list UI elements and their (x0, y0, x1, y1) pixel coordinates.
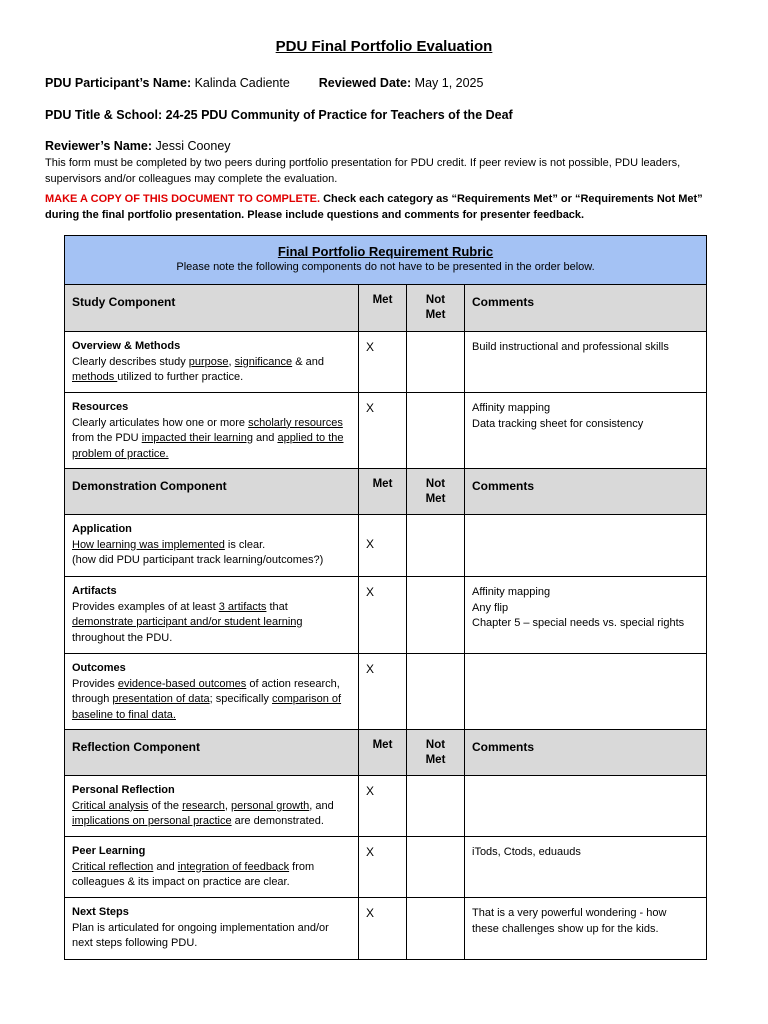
criterion-overview-methods: Overview & Methods Clearly describes study purpose, significance & and methods utilized to further practice. (65, 332, 359, 393)
section-row-demonstration (65, 469, 707, 515)
reviewer-name: Jessi Cooney (155, 139, 231, 153)
met-mark[interactable]: X (359, 898, 407, 960)
criterion-outcomes: Outcomes Provides evidence-based outcomes of action research, through presentation of data; specifically comparison of baseline to final data. (65, 654, 359, 730)
met-mark[interactable]: X (359, 393, 407, 469)
not-met-cell[interactable] (407, 654, 465, 730)
criterion-personal-reflection: Personal Reflection Critical analysis of the research, personal growth, and implications on personal practice are demonstrated. (65, 776, 359, 837)
instructions-copy-warning: MAKE A COPY OF THIS DOCUMENT TO COMPLETE. (45, 193, 321, 205)
comments-cell[interactable]: iTods, Ctods, eduauds (465, 837, 707, 898)
criterion-title: Application (72, 523, 132, 535)
section-row-reflection (65, 730, 707, 776)
rubric-subtitle: Please note the following components do not have to be presented in the order below. (176, 261, 595, 273)
section-row-study (65, 285, 707, 332)
table-row (65, 332, 707, 393)
criterion-application: Application How learning was implemented is clear. (how did PDU participant track learning/outcomes?) (65, 515, 359, 577)
met-column-header: Met (359, 285, 407, 332)
met-column-header: Met (359, 469, 407, 515)
not-met-column-header: Not Met (407, 285, 465, 332)
table-row (65, 837, 707, 898)
rubric-header-row (65, 236, 707, 285)
form-note: This form must be completed by two peers during portfolio presentation for PDU credit. If peer review is not possible, PDU leaders, supervisors and/or colleagues may complete the evaluation. (45, 157, 681, 185)
met-mark[interactable]: X (359, 515, 407, 577)
comments-cell[interactable]: Affinity mapping Data tracking sheet for consistency (465, 393, 707, 469)
table-row (65, 654, 707, 730)
reviewer-label: Reviewer’s Name: (45, 139, 153, 153)
comments-cell[interactable] (465, 515, 707, 577)
not-met-cell[interactable] (407, 393, 465, 469)
comments-cell[interactable]: Build instructional and professional skills (465, 332, 707, 393)
reviewer-line (45, 139, 231, 153)
met-mark[interactable]: X (359, 654, 407, 730)
table-row (65, 393, 707, 469)
met-mark[interactable]: X (359, 577, 407, 654)
criterion-title: Personal Reflection (72, 784, 175, 796)
not-met-column-header: Not Met (407, 469, 465, 515)
instructions-text: Check each category as “Requirements Met” or “Requirements Not Met” during the final portfolio presentation. Please include questions and comments for presenter feedback. (45, 193, 703, 221)
met-mark[interactable]: X (359, 776, 407, 837)
reviewed-date-label: Reviewed Date: (318, 76, 412, 90)
criterion-title: Overview & Methods (72, 340, 181, 352)
not-met-cell[interactable] (407, 515, 465, 577)
not-met-column-header: Not Met (407, 730, 465, 776)
section-name: Study Component (65, 285, 359, 332)
comments-cell[interactable] (465, 654, 707, 730)
met-mark[interactable]: X (359, 332, 407, 393)
comments-column-header: Comments (465, 469, 707, 515)
comments-column-header: Comments (465, 285, 707, 332)
criterion-resources: Resources Clearly articulates how one or more scholarly resources from the PDU impacted their learning and applied to the problem of practice. (65, 393, 359, 469)
page-title: PDU Final Portfolio Evaluation (275, 38, 493, 55)
not-met-cell[interactable] (407, 776, 465, 837)
met-column-header: Met (359, 730, 407, 776)
reviewed-date: May 1, 2025 (414, 76, 484, 90)
met-mark[interactable]: X (359, 837, 407, 898)
not-met-cell[interactable] (407, 577, 465, 654)
not-met-cell[interactable] (407, 332, 465, 393)
table-row (65, 577, 707, 654)
comments-cell[interactable]: That is a very powerful wondering - how these challenges show up for the kids. (465, 898, 707, 960)
not-met-cell[interactable] (407, 837, 465, 898)
participant-line (45, 76, 483, 90)
table-row (65, 898, 707, 960)
section-name: Reflection Component (65, 730, 359, 776)
criterion-title: Artifacts (72, 585, 117, 597)
participant-name: Kalinda Cadiente (194, 76, 290, 90)
rubric-header (65, 236, 707, 285)
criterion-peer-learning: Peer Learning Critical reflection and integration of feedback from colleagues & its impact on practice are clear. (65, 837, 359, 898)
criterion-title: Outcomes (72, 662, 126, 674)
comments-cell[interactable] (465, 776, 707, 837)
pdu-title-line (45, 108, 513, 122)
criterion-artifacts: Artifacts Provides examples of at least 3 artifacts that demonstrate participant and/or student learning throughout the PDU. (65, 577, 359, 654)
pdu-title-label: PDU Title & School: (45, 108, 163, 122)
table-row (65, 776, 707, 837)
rubric-table (64, 235, 707, 960)
not-met-cell[interactable] (407, 898, 465, 960)
criterion-next-steps: Next Steps Plan is articulated for ongoing implementation and/or next steps following PDU. (65, 898, 359, 960)
instructions (45, 192, 735, 223)
participant-label: PDU Participant’s Name: (45, 76, 192, 90)
rubric-title: Final Portfolio Requirement Rubric (277, 244, 494, 259)
criterion-title: Resources (72, 401, 129, 413)
comments-cell[interactable]: Affinity mapping Any flip Chapter 5 – special needs vs. special rights (465, 577, 707, 654)
pdu-title-value: 24-25 PDU Community of Practice for Teachers of the Deaf (165, 108, 513, 122)
comments-column-header: Comments (465, 730, 707, 776)
table-row (65, 515, 707, 577)
section-name: Demonstration Component (65, 469, 359, 515)
criterion-title: Peer Learning (72, 845, 146, 857)
criterion-title: Next Steps (72, 906, 129, 918)
